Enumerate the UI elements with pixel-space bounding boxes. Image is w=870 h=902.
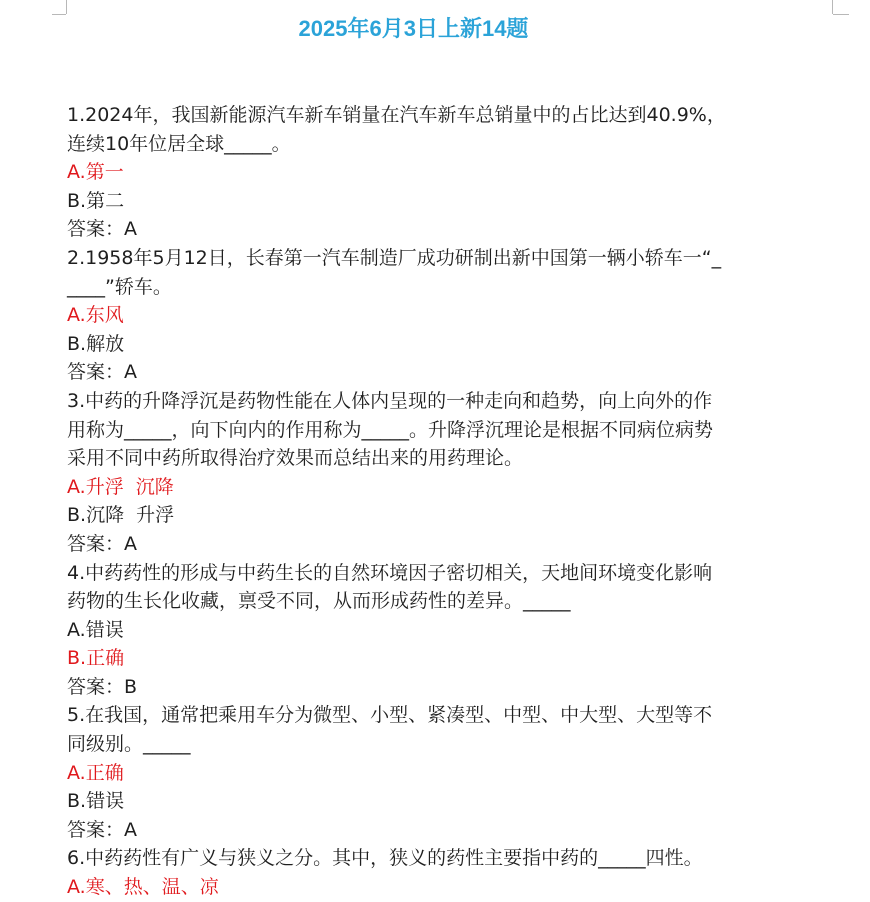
question-list [67,101,837,902]
question-stem-line: 连续10年位居全球_____。 [67,132,291,155]
crop-mark-top-right [832,0,833,14]
question-stem-line: 药物的生长化收藏，禀受不同，从而形成药性的差异。_____ [67,590,571,613]
option-correct: A.升浮 沉降 [67,475,174,498]
option-correct: A.寒、热、温、凉 [67,876,219,899]
question-stem-line: 2.1958年5月12日，长春第一汽车制造厂成功研制出新中国第一辆小轿车一“_ [67,246,722,269]
question-stem-line: 3.中药的升降浮沉是药物性能在人体内呈现的一种走向和趋势，向上向外的作 [67,389,713,412]
question-stem-line: 6.中药药性有广义与狭义之分。其中，狭义的药性主要指中药的_____四性。 [67,847,703,870]
option-correct: A.正确 [67,761,124,784]
answer-line: 答案：A [67,532,137,555]
question-stem-line: ____”轿车。 [67,275,172,298]
question-block [67,844,837,901]
crop-mark-top-left [66,0,67,14]
option-correct: B.正确 [67,647,125,670]
question-stem-line: 1.2024年，我国新能源汽车新车销量在汽车新车总销量中的占比达到40.9%， [67,104,726,126]
question-block [67,387,837,559]
crop-mark-top-right [833,14,849,15]
question-stem-line: 采用不同中药所取得治疗效果而总结出来的用药理论。 [67,447,524,470]
answer-line: 答案：A [67,361,137,384]
option-correct: A.第一 [67,161,124,184]
question-stem-line: 4.中药药性的形成与中药生长的自然环境因子密切相关，天地间环境变化影响 [67,561,713,584]
option: A.错误 [67,618,124,641]
answer-line: 答案：A [67,818,137,841]
option: B.解放 [67,332,125,355]
option: B.沉降 升浮 [67,504,175,527]
question-block [67,101,837,244]
answer-line: 答案：B [67,675,138,698]
question-stem-line: 5.在我国，通常把乘用车分为微型、小型、紧凑型、中型、中大型、大型等不 [67,704,713,727]
option: B.错误 [67,790,125,813]
question-block [67,701,837,844]
answer-line: 答案：A [67,218,137,241]
question-block [67,559,837,702]
question-stem-line: 用称为_____，向下向内的作用称为_____。升降浮沉理论是根据不同病位病势 [67,418,714,441]
option: B.第二 [67,189,125,212]
option-correct: A.东风 [67,304,124,327]
question-stem-line: 同级别。_____ [67,733,191,756]
question-block [67,244,837,387]
document-title: 2025年6月3日上新14题 [298,16,529,41]
